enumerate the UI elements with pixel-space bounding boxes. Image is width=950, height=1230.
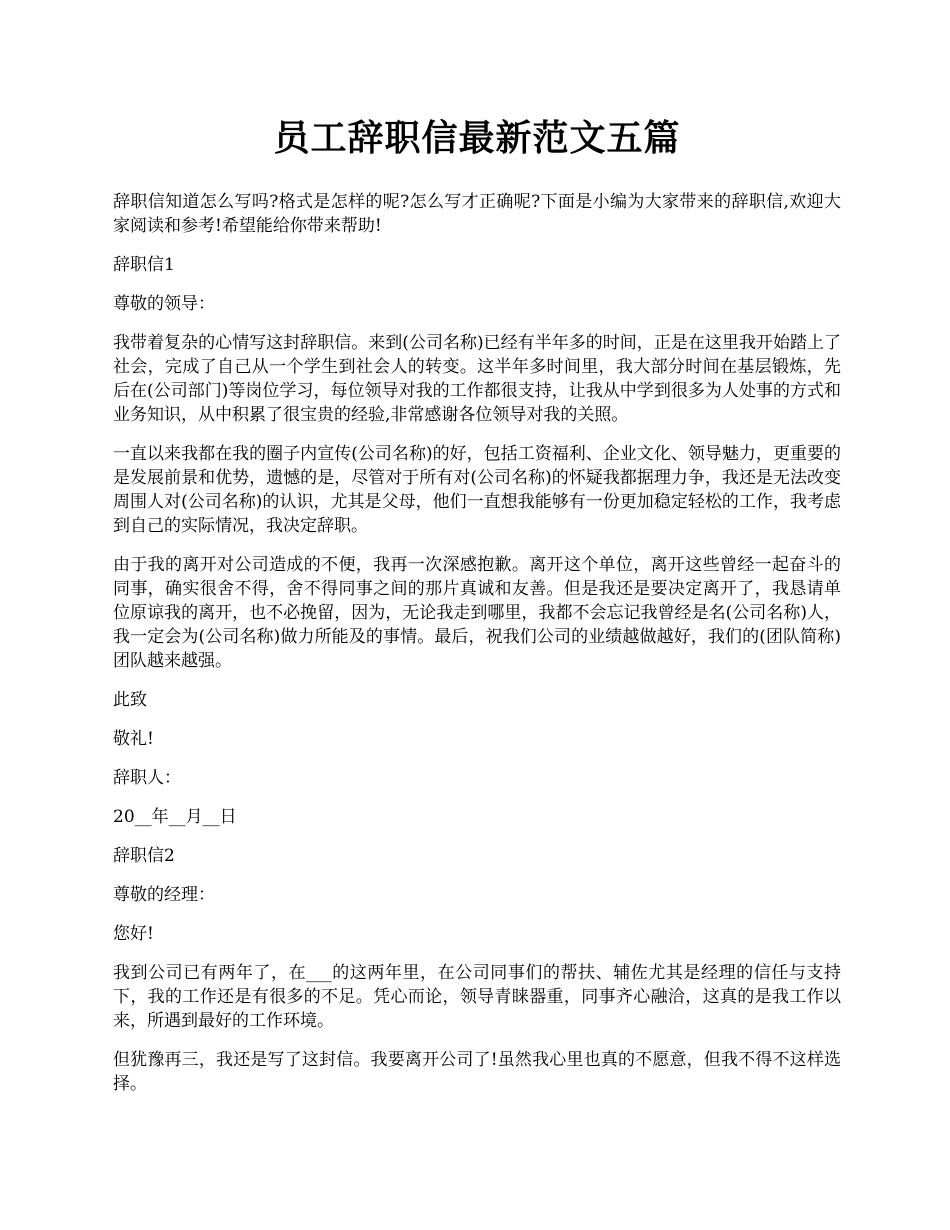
- letter-1-heading: 辞职信1: [113, 255, 175, 275]
- letter-1-closing: 此致: [113, 690, 147, 710]
- letter-1-body-paragraph: 我带着复杂的心情写这封辞职信。来到(公司名称)已经有半年多的时间，正是在这里我开始踏上了社会，完成了自己从一个学生到社会人的转变。这半年多时间里，我大部分时间在基层锻炼，先后在(公司部门)等岗位学习，每位领导对我的工作都很支持，让我从中学到很多为人处事的方式和业务知识，从中积累了很宝贵的经验,非常感谢各位领导对我的关照。: [113, 333, 841, 425]
- letter-1-salutation: 尊敬的领导：: [113, 294, 215, 314]
- letter-2-body-paragraph: 我到公司已有两年了，在___的这两年里，在公司同事们的帮扶、辅佐尤其是经理的信任与支持下，我的工作还是有很多的不足。凭心而论，领导青睐器重，同事齐心融洽，这真的是我工作以来，所遇到最好的工作环境。: [113, 963, 841, 1031]
- document-page: [113, 112, 841, 1111]
- intro-paragraph: 辞职信知道怎么写吗?格式是怎样的呢?怎么写才正确呢?下面是小编为大家带来的辞职信,欢迎大家阅读和参考!希望能给你带来帮助!: [113, 192, 841, 236]
- letter-1-body-paragraph: 一直以来我都在我的圈子内宣传(公司名称)的好，包括工资福利、企业文化、领导魅力，更重要的是发展前景和优势，遗憾的是，尽管对于所有对(公司名称)的怀疑我都据理力争，我还是无法改变周围人对(公司名称)的认识，尤其是父母，他们一直想我能够有一份更加稳定轻松的工作，我考虑到自己的实际情况，我决定辞职。: [113, 444, 841, 536]
- letter-1-body-paragraph: 由于我的离开对公司造成的不便，我再一次深感抱歉。离开这个单位，离开这些曾经一起奋斗的同事，确实很舍不得，舍不得同事之间的那片真诚和友善。但是我还是要决定离开了，我恳请单位原谅我的离开，也不必挽留，因为，无论我走到哪里，我都不会忘记我曾经是名(公司名称)人，我一定会为(公司名称)做力所能及的事情。最后，祝我们公司的业绩越做越好，我们的(团队简称)团队越来越强。: [113, 555, 841, 671]
- document-title: 员工辞职信最新范文五篇: [273, 117, 681, 159]
- letter-2-body-paragraph: 但犹豫再三，我还是写了这封信。我要离开公司了!虽然我心里也真的不愿意，但我不得不这样选择。: [113, 1050, 841, 1094]
- letter-2-heading: 辞职信2: [113, 846, 175, 866]
- letter-1-regards: 敬礼!: [113, 729, 154, 749]
- letter-2-greeting: 您好!: [113, 924, 154, 944]
- letter-2-salutation: 尊敬的经理：: [113, 885, 215, 905]
- letter-1-date: 20__年__月__日: [113, 807, 237, 827]
- letter-1-signature-label: 辞职人：: [113, 768, 181, 788]
